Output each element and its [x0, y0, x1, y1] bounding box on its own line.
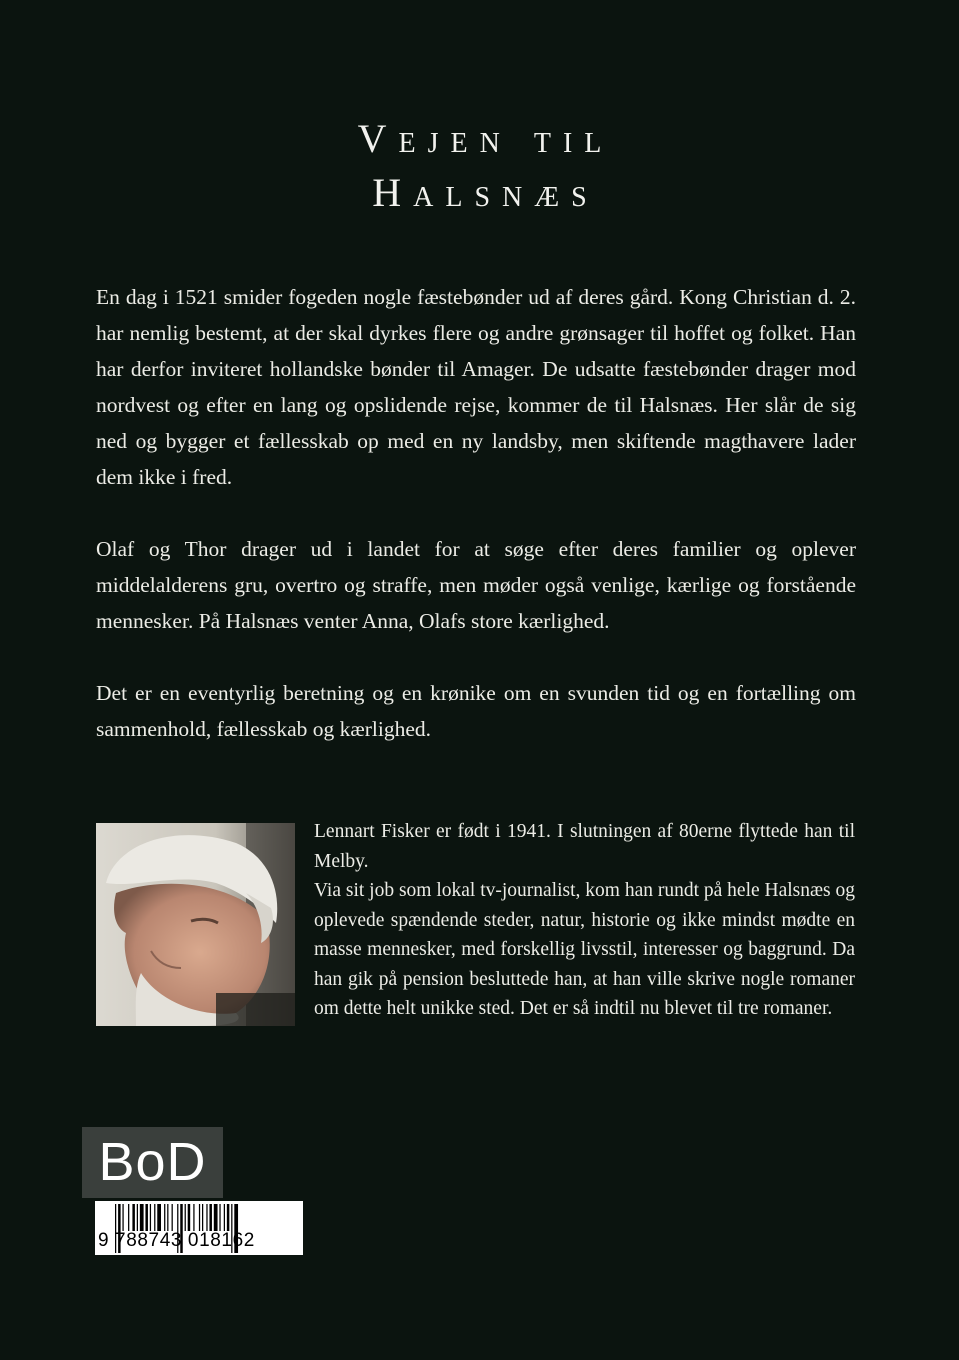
barcode-bar: [150, 1204, 151, 1231]
book-title-line-1: Vejen til: [357, 116, 614, 161]
blurb-paragraph-2: Olaf og Thor drager ud i landet for at søge efter deres familier og oplever middelalderens gru, overtro og straffe, men møder også venlige, kærlige og forstående mennesker. På Halsnæs venter Anna, Olafs store kærlighed.: [96, 537, 856, 633]
barcode-bar: [206, 1204, 207, 1231]
book-title-line-2: Halsnæs: [372, 170, 599, 215]
author-bio-body: Via sit job som lokal tv-journalist, kom han rundt på hele Halsnæs og oplevede spændende steder, natur, historie og ikke mindst mødte en masse mennesker, med forskellig livsstil, interesser og baggrund. Da han gik på pension besluttede han, at han ville skrive nogle romaner om dette helt unikke sted. Det er så indtil nu blevet til tre romaner.: [314, 880, 855, 1019]
barcode-bar: [202, 1204, 203, 1231]
barcode-bar: [157, 1204, 161, 1231]
barcode-bar: [188, 1204, 191, 1231]
barcode-bar: [199, 1204, 200, 1231]
barcode-bar: [219, 1204, 220, 1231]
author-bio: [314, 817, 855, 1024]
author-bio-intro: Lennart Fisker er født i 1941. I slutningen af 80erne flyttede han til Melby.: [314, 821, 855, 872]
blurb-paragraph-3: Det er en eventyrlig beretning og en krønike om en svunden tid og en fortælling om sammenhold, fællesskab og kærlighed.: [96, 681, 856, 741]
book-title: [0, 112, 959, 220]
barcode-bar: [164, 1204, 165, 1231]
barcode-bar: [172, 1204, 173, 1231]
publisher-logo: BoD: [82, 1127, 223, 1198]
barcode-bar: [193, 1204, 194, 1231]
barcode-bar: [132, 1204, 135, 1231]
barcode-bar: [185, 1204, 186, 1231]
barcode-bar: [209, 1204, 212, 1231]
barcode-bar: [137, 1204, 138, 1231]
blurb-paragraph-1: En dag i 1521 smider fogeden nogle fæstebønder ud af deres gård. Kong Christian d. 2. har nemlig bestemt, at der skal dyrkes flere og andre grønsager til hoffet og folket. Han har derfor inviteret hollandske bønder til Amager. De udsatte fæstebønder drager mod nordvest og efter en lang og opslidende rejse, kommer de til Halsnæs. Her slår de sig ned og bygger et fællesskab op med en ny landsby, men skiftende magthavere lader dem ikke i fred.: [96, 285, 856, 489]
barcode-bar: [122, 1204, 123, 1231]
barcode-bar: [214, 1204, 218, 1231]
barcode-bar: [224, 1204, 225, 1231]
barcode-bar: [140, 1204, 144, 1231]
barcode-bar: [167, 1204, 168, 1231]
barcode-bar: [128, 1204, 129, 1231]
barcode-bar: [154, 1204, 155, 1231]
barcode-bar: [227, 1204, 230, 1231]
isbn-digits: 9 788743 018162: [98, 1230, 255, 1251]
barcode-bar: [145, 1204, 148, 1231]
author-portrait-drawing: [96, 823, 295, 1026]
author-photo: [96, 823, 295, 1026]
